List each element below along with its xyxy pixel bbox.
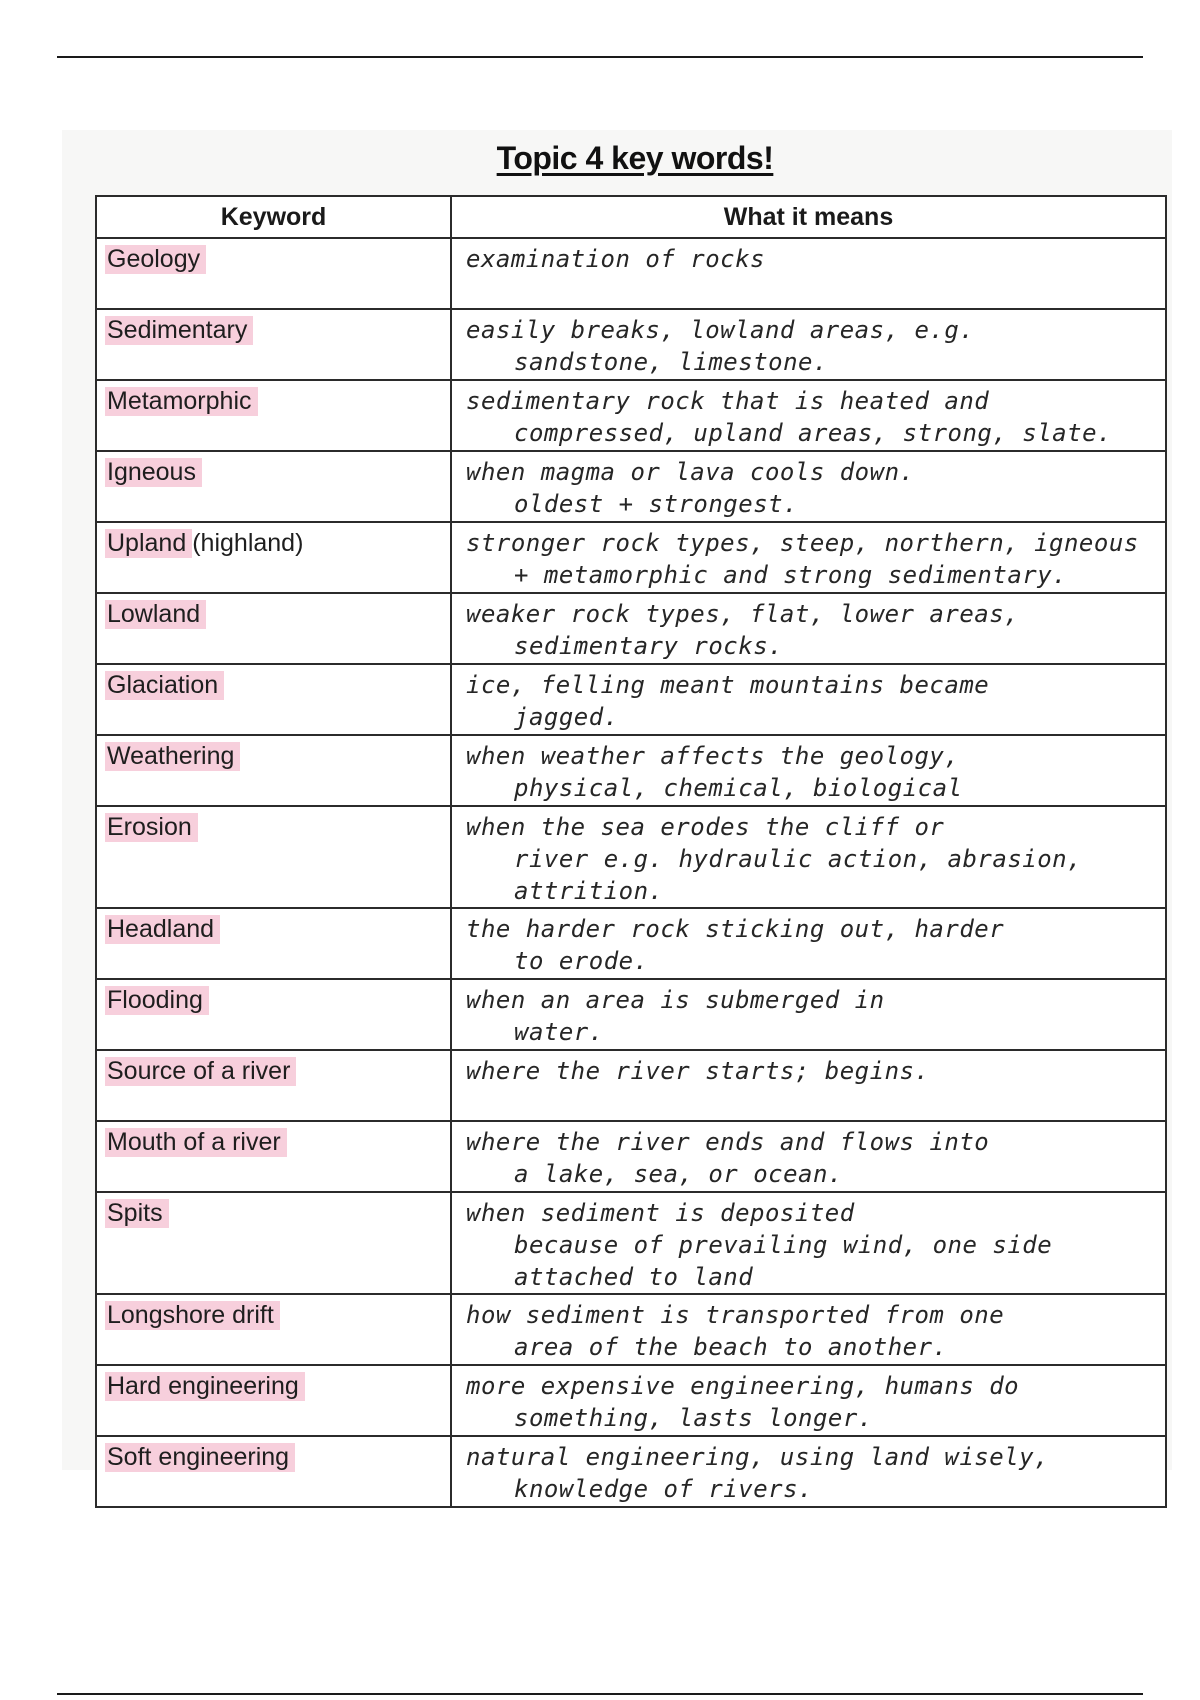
handwritten-definition (466, 811, 1155, 907)
handwritten-definition (466, 1055, 1155, 1087)
top-rule (57, 56, 1143, 58)
keyword-text: Erosion (107, 813, 192, 841)
table-row (96, 380, 1166, 451)
handwritten-definition (466, 527, 1155, 591)
definition-line-2: + metamorphic and strong sedimentary. (514, 561, 1068, 589)
keyword-text: Sedimentary (107, 316, 248, 344)
definition-line-2: physical, chemical, biological (514, 774, 963, 802)
handwritten-definition (466, 669, 1155, 733)
handwritten-definition (466, 456, 1155, 520)
handwritten-definition (466, 314, 1155, 378)
meaning-cell (451, 380, 1166, 451)
table-row (96, 806, 1166, 908)
keyword-text: Headland (107, 915, 215, 943)
meaning-cell (451, 979, 1166, 1050)
meaning-cell (451, 1121, 1166, 1192)
definition-line-2: sandstone, limestone. (514, 348, 828, 376)
keyword-cell (96, 1192, 451, 1294)
table-row (96, 908, 1166, 979)
keyword-cell (96, 309, 451, 380)
keyword-label (105, 316, 253, 345)
handwritten-definition (466, 1370, 1155, 1434)
table-row (96, 979, 1166, 1050)
table-header-row (96, 196, 1166, 238)
table-row (96, 735, 1166, 806)
keyword-label (105, 1128, 287, 1157)
keyword-cell (96, 806, 451, 908)
definition-line-1: more expensive engineering, humans do (466, 1372, 1020, 1400)
meaning-cell (451, 735, 1166, 806)
keyword-cell (96, 735, 451, 806)
definition-line-1: when weather affects the geology, (466, 742, 960, 770)
keyword-cell (96, 664, 451, 735)
keyword-cell (96, 593, 451, 664)
handwritten-definition (466, 1441, 1155, 1505)
definition-line-1: where the river starts; begins. (466, 1057, 930, 1085)
meaning-cell (451, 309, 1166, 380)
meaning-cell (451, 1365, 1166, 1436)
table-row (96, 238, 1166, 309)
keyword-label (105, 600, 206, 629)
definition-line-1: where the river ends and flows into (466, 1128, 990, 1156)
handwritten-definition (466, 385, 1155, 449)
bottom-rule (57, 1693, 1143, 1695)
keyword-table (95, 195, 1167, 1508)
keyword-label (105, 986, 209, 1015)
meaning-cell (451, 1050, 1166, 1121)
meaning-cell (451, 1192, 1166, 1294)
keyword-label (105, 1443, 295, 1472)
meaning-cell (451, 806, 1166, 908)
definition-line-2: sedimentary rocks. (514, 632, 784, 660)
definition-line-2: jagged. (514, 703, 619, 731)
handwritten-definition (466, 740, 1155, 804)
definition-line-1: sedimentary rock that is heated and (466, 387, 990, 415)
keyword-column-header: Keyword (96, 196, 451, 238)
definition-line-2: oldest + strongest. (514, 490, 799, 518)
keyword-cell (96, 1121, 451, 1192)
handwritten-definition (466, 1197, 1155, 1293)
keyword-label (105, 915, 220, 944)
keyword-label (105, 671, 224, 700)
definition-line-1: when magma or lava cools down. (466, 458, 915, 486)
definition-line-2: something, lasts longer. (514, 1404, 873, 1432)
definition-line-2: because of prevailing wind, one side attached to land (514, 1231, 1053, 1291)
definition-line-2: water. (514, 1018, 604, 1046)
meaning-cell (451, 1294, 1166, 1365)
keyword-text: Mouth of a river (107, 1128, 281, 1156)
keyword-text: Metamorphic (107, 387, 252, 415)
table-row (96, 1050, 1166, 1121)
definition-line-2: river e.g. hydraulic action, abrasion, attrition. (514, 845, 1083, 905)
table-row (96, 593, 1166, 664)
definition-line-2: a lake, sea, or ocean. (514, 1160, 843, 1188)
keyword-label (105, 1301, 280, 1330)
keyword-cell (96, 908, 451, 979)
definition-line-1: examination of rocks (466, 245, 765, 273)
table-row (96, 1365, 1166, 1436)
keyword-text: Upland (107, 529, 187, 557)
page-title: Topic 4 key words! (496, 140, 774, 176)
meaning-cell (451, 451, 1166, 522)
definition-line-1: ice, felling meant mountains became (466, 671, 990, 699)
keyword-label (105, 742, 240, 771)
keyword-text: Lowland (107, 600, 201, 628)
meaning-cell (451, 522, 1166, 593)
handwritten-definition (466, 1299, 1155, 1363)
keyword-text: Longshore drift (107, 1301, 274, 1329)
keyword-cell (96, 522, 451, 593)
keyword-label (105, 1199, 169, 1228)
keyword-text: Spits (107, 1199, 163, 1227)
keyword-cell (96, 1436, 451, 1507)
definition-line-1: weaker rock types, flat, lower areas, (466, 600, 1020, 628)
definition-line-1: how sediment is transported from one (466, 1301, 1005, 1329)
table-row (96, 664, 1166, 735)
definition-line-2: compressed, upland areas, strong, slate. (514, 419, 1112, 447)
table-row (96, 309, 1166, 380)
definition-line-1: the harder rock sticking out, harder (466, 915, 1005, 943)
keyword-label (105, 387, 258, 416)
handwritten-definition (466, 913, 1155, 977)
keyword-cell (96, 238, 451, 309)
definition-line-1: stronger rock types, steep, northern, igneous (466, 529, 1139, 557)
keyword-cell (96, 1294, 451, 1365)
keyword-text: Flooding (107, 986, 203, 1014)
meaning-cell (451, 908, 1166, 979)
keyword-label (105, 458, 202, 487)
keyword-label (105, 529, 192, 558)
keyword-cell (96, 451, 451, 522)
keyword-text: Geology (107, 245, 201, 273)
table-row (96, 1436, 1166, 1507)
keyword-extra-text: (highland) (192, 529, 304, 557)
handwritten-definition (466, 1126, 1155, 1190)
keyword-text: Hard engineering (107, 1372, 299, 1400)
definition-line-2: knowledge of rivers. (514, 1475, 813, 1503)
table-row (96, 1121, 1166, 1192)
keyword-cell (96, 979, 451, 1050)
definition-line-1: easily breaks, lowland areas, e.g. (466, 316, 975, 344)
keyword-label (105, 813, 198, 842)
keyword-label (105, 1057, 296, 1086)
keyword-text: Weathering (107, 742, 235, 770)
definition-line-1: when the sea erodes the cliff or (466, 813, 945, 841)
definition-line-1: natural engineering, using land wisely, (466, 1443, 1050, 1471)
keyword-text: Glaciation (107, 671, 219, 699)
keyword-cell (96, 380, 451, 451)
meaning-cell (451, 664, 1166, 735)
keyword-cell (96, 1365, 451, 1436)
table-row (96, 451, 1166, 522)
keyword-label (105, 245, 206, 274)
keyword-text: Soft engineering (107, 1443, 290, 1471)
keyword-cell (96, 1050, 451, 1121)
definition-line-1: when an area is submerged in (466, 986, 885, 1014)
meaning-cell (451, 238, 1166, 309)
meaning-column-header: What it means (451, 196, 1166, 238)
keyword-label (105, 1372, 305, 1401)
meaning-cell (451, 1436, 1166, 1507)
meaning-cell (451, 593, 1166, 664)
table-row (96, 522, 1166, 593)
handwritten-definition (466, 984, 1155, 1048)
handwritten-definition (466, 598, 1155, 662)
definition-line-2: to erode. (514, 947, 649, 975)
keyword-text: Source of a river (107, 1057, 291, 1085)
keyword-text: Igneous (107, 458, 196, 486)
handwritten-definition (466, 243, 1155, 275)
definition-line-2: area of the beach to another. (514, 1333, 948, 1361)
definition-line-1: when sediment is deposited (466, 1199, 855, 1227)
table-row (96, 1192, 1166, 1294)
table-row (96, 1294, 1166, 1365)
